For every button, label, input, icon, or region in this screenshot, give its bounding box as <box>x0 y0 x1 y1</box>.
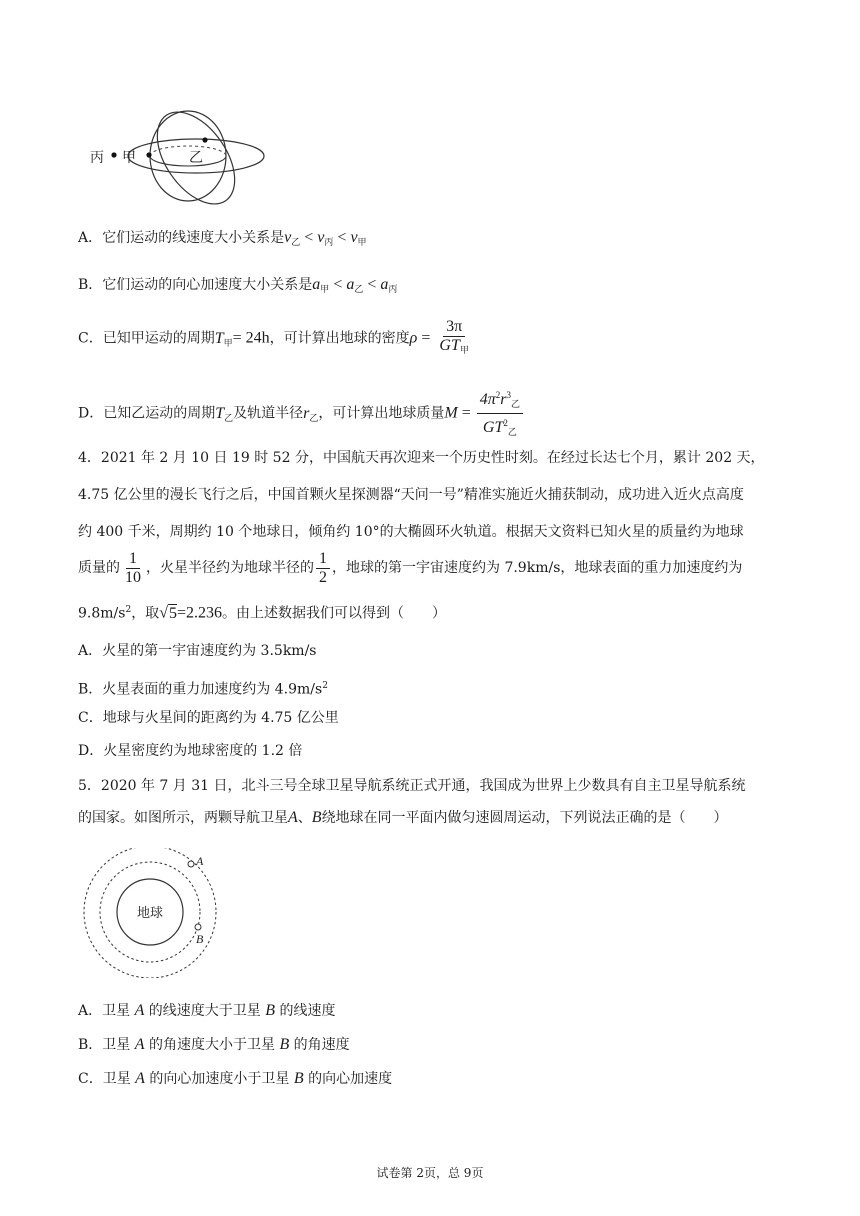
label-bing: 丙 <box>90 150 104 166</box>
q4-line-5: $9.8m/s^2$，取√5=2.236。由上述数据我们可以得到（ ） <box>78 604 446 622</box>
fraction-one-half: $\frac{1}{2}$ <box>316 550 330 587</box>
satellite-a <box>188 861 194 867</box>
q5-line-1: 5．2020 年 7 月 31 日，北斗三号全球卫星导航系统正式开通，我国成为世界上少数具有自主卫星导航系统 <box>78 778 746 794</box>
earth-label: 地球 <box>137 906 164 921</box>
q4-line-3: 约 400 千米，周期约 10 个地球日，倾角约 10°的大椭圆环火轨道。根据天文资料已知火星的质量约为地球 <box>78 524 744 540</box>
satellite-jia <box>146 152 151 157</box>
q3-option-b[interactable]: B．它们运动的向心加速度大小关系是$a_甲 < a_乙 < a_丙$ <box>78 276 398 294</box>
orbit-figure <box>88 104 278 214</box>
q5-line-2: 的国家。如图所示，两颗导航卫星A、B绕地球在同一平面内做匀速圆周运动，下列说法正确的是（ ） <box>78 809 728 826</box>
q3-option-c[interactable]: C．已知甲运动的周期$T_甲= 24h$，可计算出地球的密度ρ = $\frac{3\pi}{GT_甲}$ <box>78 318 474 363</box>
q5-option-a[interactable]: A．卫星 A 的线速度大于卫星 B 的线速度 <box>78 1002 336 1019</box>
q5-option-c[interactable]: C．卫星 A 的向心加速度小于卫星 B 的向心加速度 <box>78 1070 393 1087</box>
density-fraction: $\frac{3\pi}{GT_甲}$ <box>439 318 469 355</box>
label-yi: 乙 <box>189 150 203 166</box>
label-jia: 甲 <box>122 150 136 166</box>
q4-line-1: 4．2021 年 2 月 10 日 19 时 52 分，中国航天再次迎来一个历史性时刻。在经过长达七个月，累计 202 天， <box>78 450 765 466</box>
satellite-yi <box>202 137 207 142</box>
q4-option-b[interactable]: B．火星表面的重力加速度约为 $4.9m/s^2$ <box>78 681 328 698</box>
satellite-b <box>195 924 201 930</box>
q4-line-4: 质量的 $\frac{1}{10}$ ，火星半径约为地球半径的 $\frac{1}{2}$ ，地球的第一宇宙速度约为 7.9km/s，地球表面的重力加速度约为 <box>78 549 743 586</box>
fraction-one-tenth: $\frac{1}{10}$ <box>125 549 141 586</box>
q4-option-d[interactable]: D．火星密度约为地球密度的 1.2 倍 <box>78 743 303 759</box>
mass-fraction: $\frac{4\pi^2r^3_乙}{GT^2_乙}$ <box>477 386 523 441</box>
page-footer: 试卷第 2页，总 9页 <box>376 1166 484 1180</box>
q4-option-a[interactable]: A．火星的第一宇宙速度约为 3.5km/s <box>78 643 317 659</box>
equator-back <box>150 146 226 156</box>
satellite-b-label: B <box>196 932 204 946</box>
q5-option-b[interactable]: B．卫星 A 的角速度大小于卫星 B 的角速度 <box>78 1036 350 1053</box>
q4-option-c[interactable]: C．地球与火星间的距离约为 4.75 亿公里 <box>78 710 339 726</box>
q3-option-a[interactable]: A．它们运动的线速度大小关系是$v_乙 < v_丙 < v_甲$ <box>78 229 367 247</box>
satellite-bing <box>111 152 116 157</box>
q3-option-d[interactable]: D．已知乙运动的周期$T_乙$及轨道半径$r_乙$，可计算出地球质量M = $\frac{4\pi^2r^3_乙}{GT^2_乙}$ <box>78 386 525 441</box>
q4-line-2: 4.75 亿公里的漫长飞行之后，中国首颗火星探测器“天问一号”精准实施近火捕获制动，成功进入近火点高度 <box>78 487 744 503</box>
satellite-orbit-figure <box>78 848 238 978</box>
satellite-a-label: A <box>196 854 204 868</box>
